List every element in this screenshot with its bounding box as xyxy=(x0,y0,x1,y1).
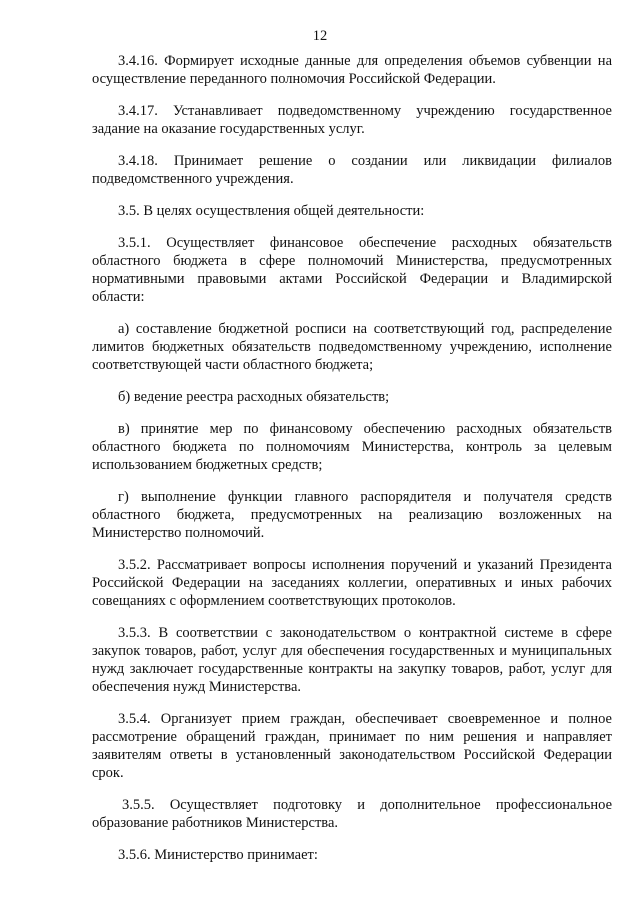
paragraph-3-4-18: 3.4.18. Принимает решение о создании или ликвидации филиалов подведомственного учреждения. xyxy=(92,153,612,187)
paragraph-3-5-5: 3.5.5. Осуществляет подготовку и дополнительное профессиональное образование работников Министерства. xyxy=(92,797,612,831)
paragraph-3-5-2: 3.5.2. Рассматривает вопросы исполнения поручений и указаний Президента Российской Федерации на заседаниях коллегии, оперативных и иных рабочих совещаниях с оформлением соответствующих протоколов. xyxy=(92,557,612,609)
paragraph-3-5-6: 3.5.6. Министерство принимает: xyxy=(118,847,318,863)
paragraph-3-5: 3.5. В целях осуществления общей деятельности: xyxy=(118,203,425,219)
page-number: 12 xyxy=(312,28,328,44)
subparagraph-v: в) принятие мер по финансовому обеспечению расходных обязательств областного бюджета по полномочиям Министерства, контроль за целевым использованием бюджетных средств; xyxy=(92,421,612,473)
subparagraph-g: г) выполнение функции главного распорядителя и получателя средств областного бюджета, предусмотренных на реализацию возложенных на Министерство полномочий. xyxy=(92,489,612,541)
document-body xyxy=(92,52,612,878)
paragraph-3-5-4: 3.5.4. Организует прием граждан, обеспечивает своевременное и полное рассмотрение обращений граждан, принимает по ним решения и направляет заявителям ответы в установленный законодательством Российской Федерации срок. xyxy=(92,711,612,781)
subparagraph-b: б) ведение реестра расходных обязательств; xyxy=(118,389,390,405)
paragraph-3-4-17: 3.4.17. Устанавливает подведомственному учреждению государственное задание на оказание государственных услуг. xyxy=(92,103,612,137)
paragraph-3-5-1: 3.5.1. Осуществляет финансовое обеспечение расходных обязательств областного бюджета в сфере полномочий Министерства, предусмотренных нормативными правовыми актами Российской Федерации и Владимирской области: xyxy=(92,235,612,305)
subparagraph-a: а) составление бюджетной росписи на соответствующий год, распределение лимитов бюджетных обязательств подведомственному учреждению, исполнение соответствующей части областного бюджета; xyxy=(92,321,612,373)
paragraph-3-4-16: 3.4.16. Формирует исходные данные для определения объемов субвенции на осуществление переданного полномочия Российской Федерации. xyxy=(92,53,612,87)
paragraph-3-5-3: 3.5.3. В соответствии с законодательством о контрактной системе в сфере закупок товаров, работ, услуг для обеспечения государственных и муниципальных нужд заключает государственные контракты на закупку товаров, работ, услуг для обеспечения нужд Министерства. xyxy=(92,625,612,695)
